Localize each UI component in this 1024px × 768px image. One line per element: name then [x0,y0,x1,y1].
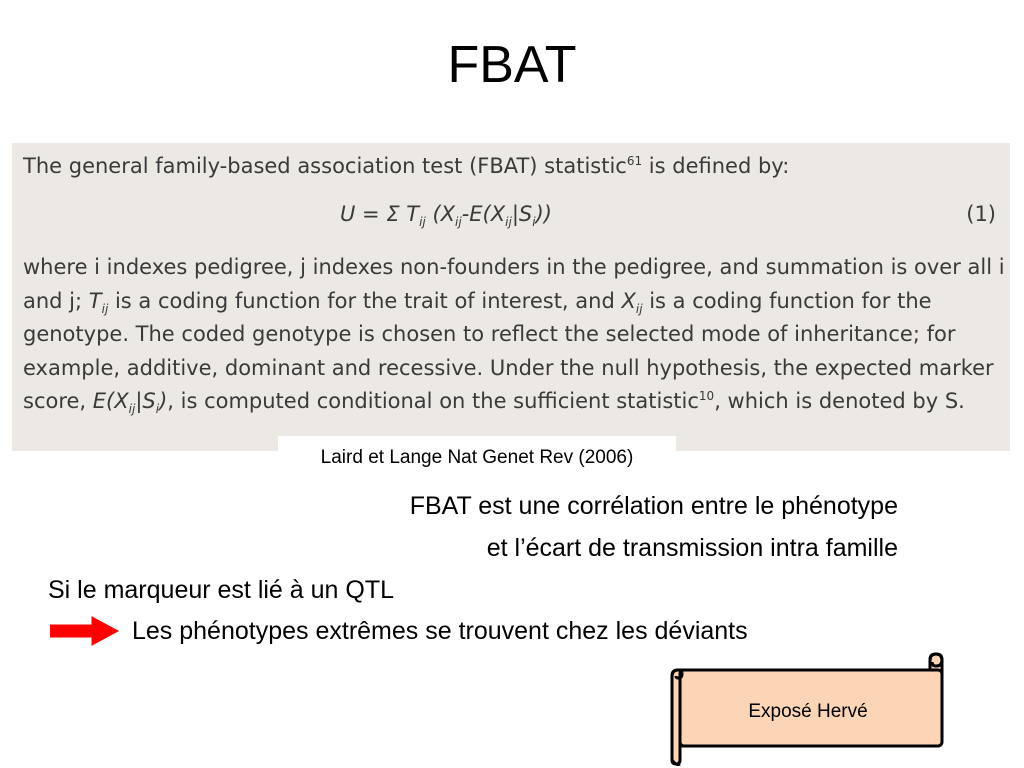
body-line-2: et l’écart de transmission intra famille [486,534,898,562]
quote-intro-text: The general family-based association test (FBAT) statistic [23,154,627,178]
eq-part: |S [511,202,533,226]
reference-superscript: 61 [626,154,643,168]
eq-subscript: i [532,215,536,230]
equation [340,199,552,229]
citation-label: Laird et Lange Nat Genet Rev (2006) [278,436,676,476]
eq-subscript: ij [505,215,512,230]
quote-subscript: ij [101,301,109,316]
quote-var: X [621,288,636,313]
scroll-label: Exposé Hervé [748,701,868,722]
eq-part: (X [425,202,456,226]
equation-number: (1) [966,202,996,226]
red-arrow-icon [50,615,120,647]
quote-var: T [88,288,102,313]
quote-subscript: ij [128,402,136,417]
quote-var: E(X [92,389,129,413]
quote-intro [23,151,789,181]
quote-text: is a coding function for the genotype. The coded genotype is chosen to reflect the selected mode of inheritance; for example, additive, dominant and recessive. Under the null hypothesis, the expected marker score, [23,288,994,413]
quote-body [23,251,1009,419]
quote-intro-text-end: is defined by: [642,154,790,178]
eq-part: )) [535,202,552,226]
reference-superscript: 10 [698,389,715,403]
quoted-definition-box [12,143,1010,451]
slide-title: FBAT [447,36,577,94]
quote-text: where i indexes pedigree, j indexes non-founders in the pedigree, and summation is over all i and j; [23,255,1005,313]
body-line-3: Si le marqueur est lié à un QTL [48,576,394,604]
quote-subscript: ij [635,301,643,316]
body-line-1: FBAT est une corrélation entre le phénotype [409,492,898,520]
eq-subscript: ij [419,215,426,230]
eq-part: -E(X [461,202,506,226]
eq-part: U = Σ T [340,202,420,226]
quote-text: is a coding function for the trait of interest, and [108,288,622,313]
quote-text: , is computed conditional on the sufficient statistic [167,389,699,413]
quote-var: ) [159,389,168,413]
quote-var: |S [135,389,156,413]
body-line-4: Les phénotypes extrêmes se trouvent chez les déviants [132,617,748,645]
quote-subscript: i [155,402,160,417]
quote-text: , which is denoted by S. [714,389,965,413]
eq-subscript: ij [455,215,462,230]
